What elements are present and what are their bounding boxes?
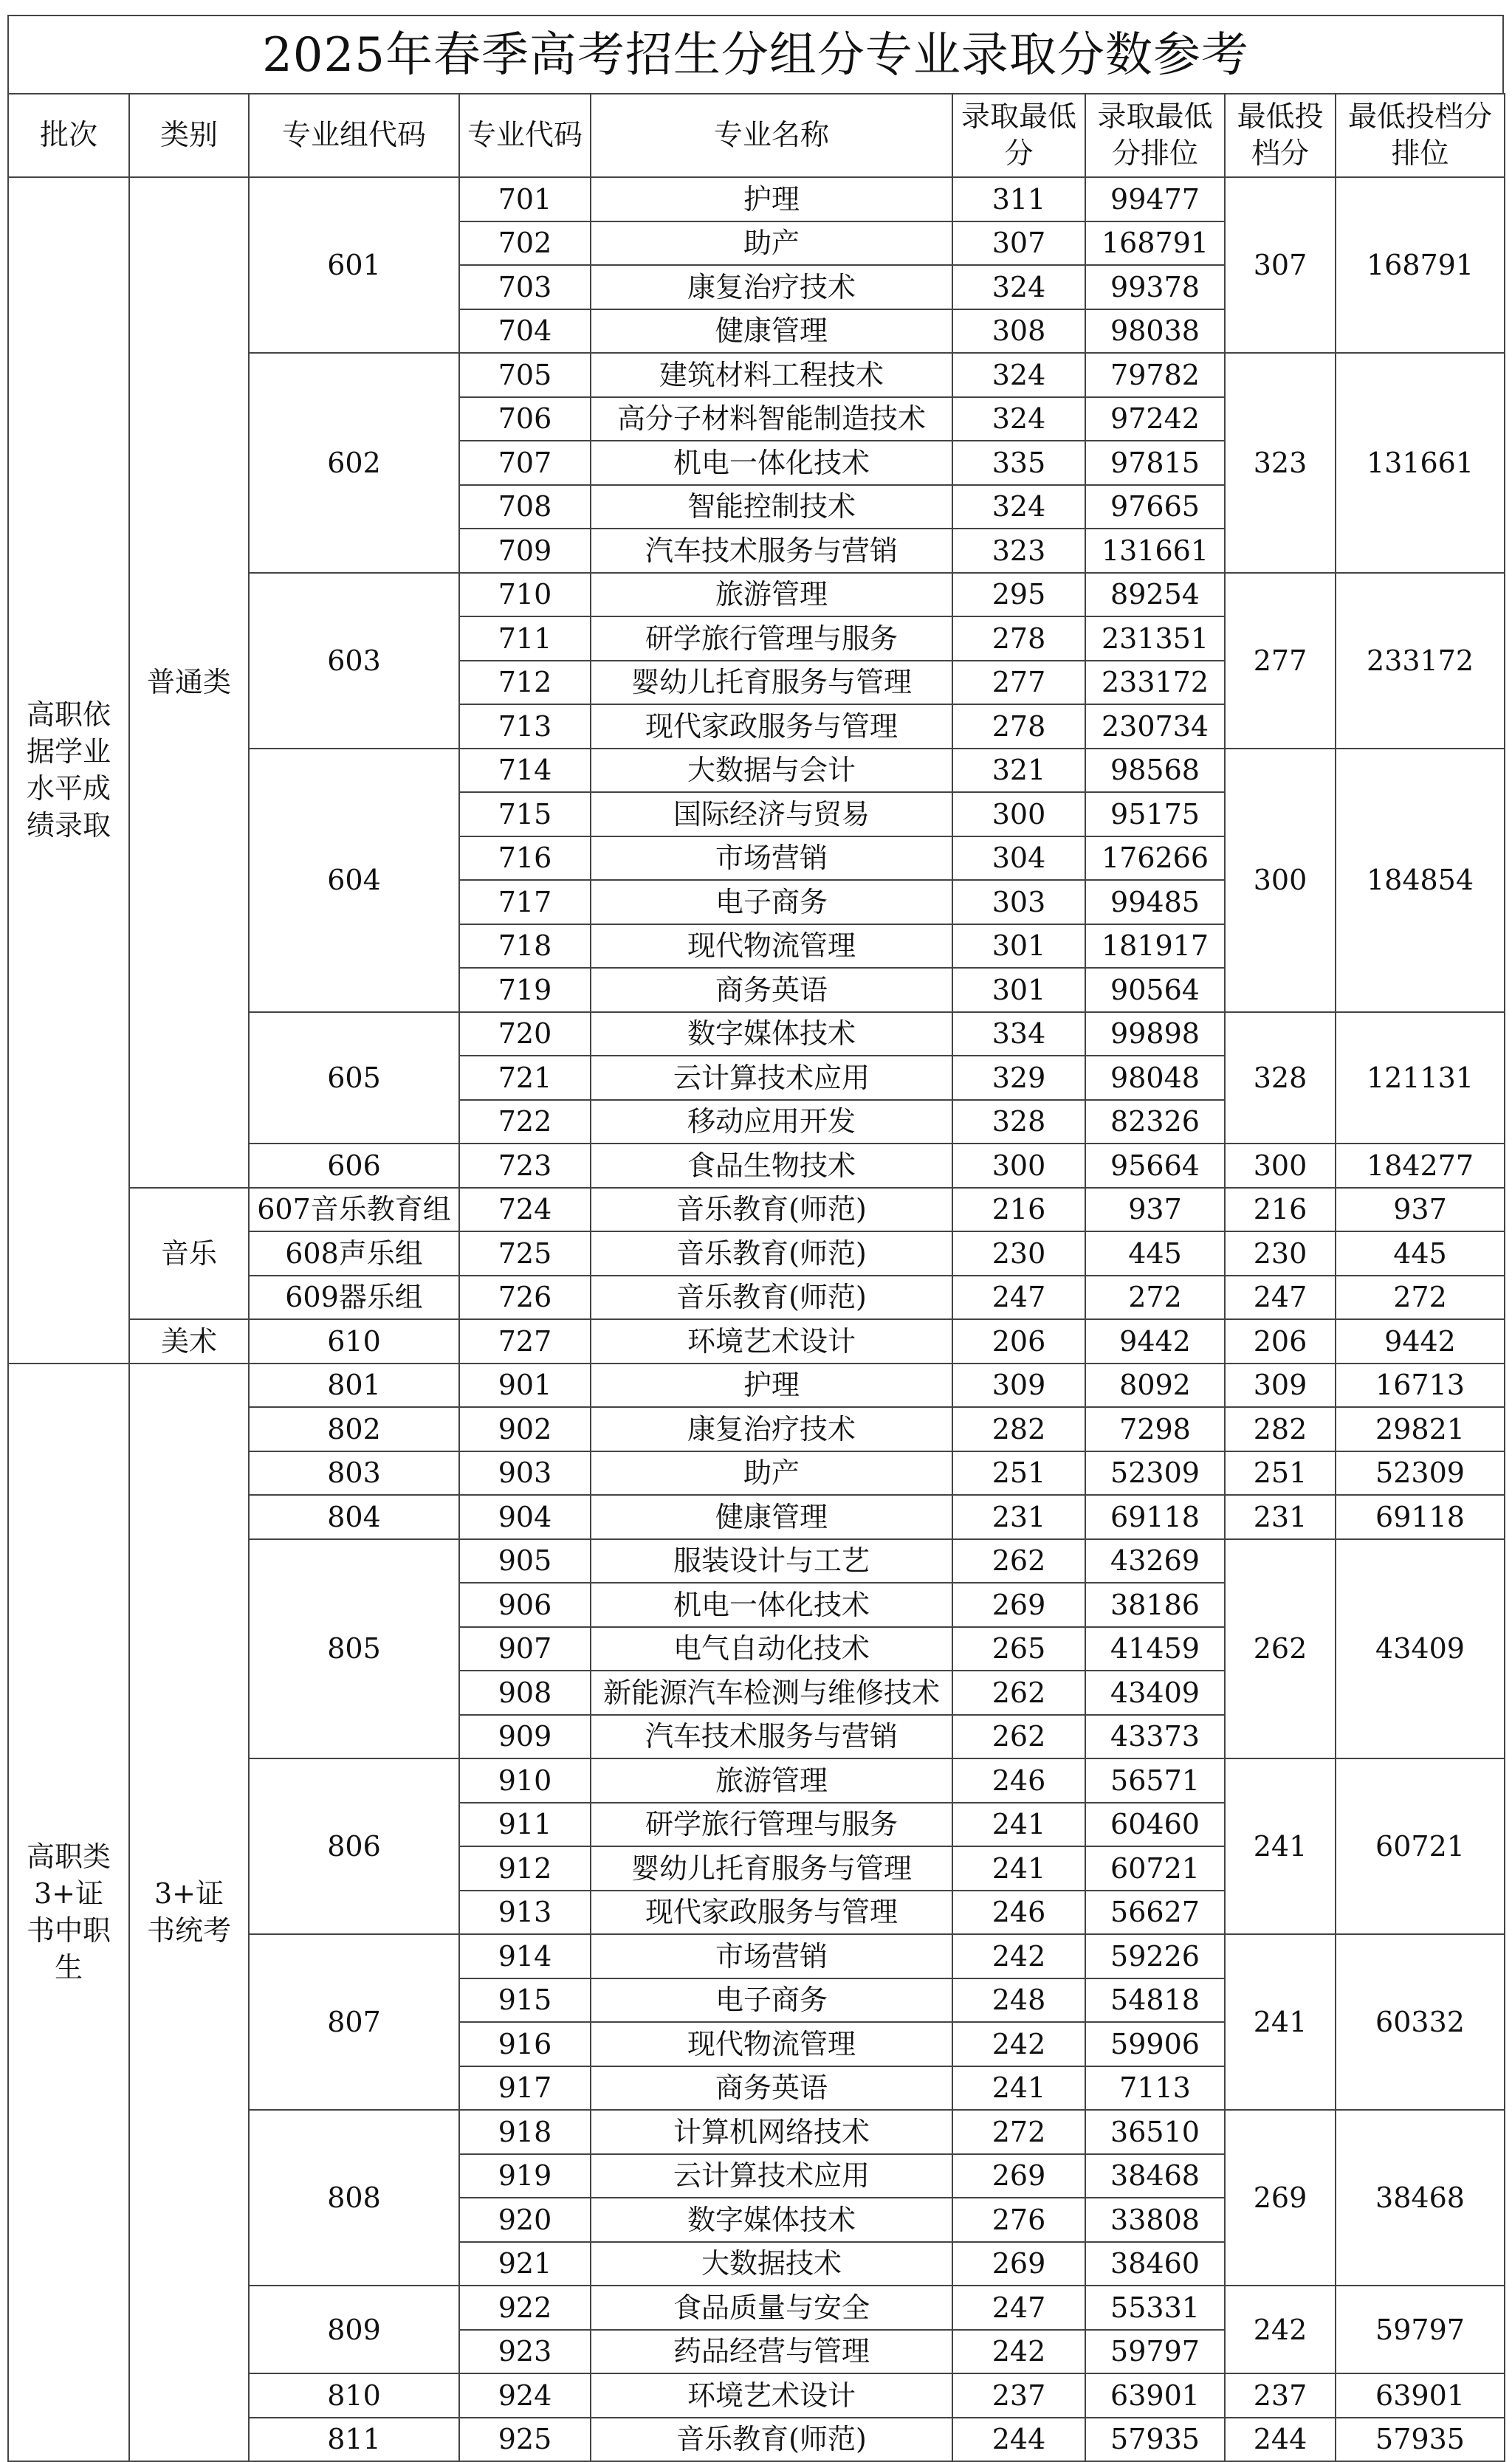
min-score-cell: 278	[952, 616, 1085, 661]
major-code-cell: 725	[459, 1231, 591, 1276]
min-rank-cell: 56571	[1085, 1758, 1225, 1803]
major-name-cell: 汽车技术服务与营销	[591, 529, 952, 573]
major-code-cell: 925	[459, 2418, 591, 2462]
min-rank-cell: 52309	[1085, 1451, 1225, 1496]
major-code-cell: 702	[459, 221, 591, 266]
major-name-cell: 新能源汽车检测与维修技术	[591, 1671, 952, 1715]
min-score-cell: 309	[952, 1364, 1085, 1408]
min-rank-cell: 9442	[1085, 1319, 1225, 1364]
min-rank-cell: 38186	[1085, 1583, 1225, 1627]
major-code-cell: 710	[459, 573, 591, 617]
min-score-cell: 265	[952, 1627, 1085, 1671]
major-code-cell: 721	[459, 1056, 591, 1100]
major-name-cell: 服装设计与工艺	[591, 1539, 952, 1584]
min-score-cell: 321	[952, 749, 1085, 793]
major-name-cell: 数字媒体技术	[591, 1012, 952, 1056]
min-score-cell: 206	[952, 1319, 1085, 1364]
min-file-rank-cell: 184854	[1336, 749, 1505, 1012]
major-code-cell: 724	[459, 1188, 591, 1232]
min-score-cell: 324	[952, 397, 1085, 441]
min-score-cell: 308	[952, 309, 1085, 354]
major-code-cell: 707	[459, 441, 591, 485]
min-rank-cell: 181917	[1085, 924, 1225, 969]
major-name-cell: 建筑材料工程技术	[591, 353, 952, 397]
min-file-rank-cell: 184277	[1336, 1144, 1505, 1188]
min-file-rank-cell: 168791	[1336, 177, 1505, 353]
min-rank-cell: 33808	[1085, 2198, 1225, 2242]
min-file-score-cell: 241	[1225, 1758, 1336, 1934]
major-code-cell: 714	[459, 749, 591, 793]
group-code-cell: 606	[249, 1144, 459, 1188]
major-name-cell: 环境艺术设计	[591, 2373, 952, 2418]
group-code-cell: 610	[249, 1319, 459, 1364]
min-file-score-cell: 251	[1225, 1451, 1336, 1496]
min-score-cell: 241	[952, 2066, 1085, 2111]
major-code-cell: 901	[459, 1364, 591, 1408]
admission-score-table	[7, 93, 1505, 2462]
min-rank-cell: 98048	[1085, 1056, 1225, 1100]
min-rank-cell: 89254	[1085, 573, 1225, 617]
min-rank-cell: 98038	[1085, 309, 1225, 354]
min-score-cell: 269	[952, 1583, 1085, 1627]
min-score-cell: 335	[952, 441, 1085, 485]
min-file-score-cell: 216	[1225, 1188, 1336, 1232]
major-name-cell: 康复治疗技术	[591, 265, 952, 309]
major-code-cell: 905	[459, 1539, 591, 1584]
major-name-cell: 电气自动化技术	[591, 1627, 952, 1671]
min-rank-cell: 60721	[1085, 1846, 1225, 1891]
major-code-cell: 912	[459, 1846, 591, 1891]
min-rank-cell: 79782	[1085, 353, 1225, 397]
header-row	[8, 94, 1505, 177]
min-file-rank-cell: 52309	[1336, 1451, 1505, 1496]
min-rank-cell: 82326	[1085, 1100, 1225, 1144]
major-code-cell: 709	[459, 529, 591, 573]
major-name-cell: 护理	[591, 1364, 952, 1408]
group-code-cell: 607音乐教育组	[249, 1188, 459, 1232]
major-code-cell: 920	[459, 2198, 591, 2242]
min-score-cell: 276	[952, 2198, 1085, 2242]
major-code-cell: 708	[459, 485, 591, 529]
min-rank-cell: 36510	[1085, 2110, 1225, 2154]
major-name-cell: 旅游管理	[591, 1758, 952, 1803]
major-name-cell: 音乐教育(师范)	[591, 2418, 952, 2462]
table-row	[8, 1319, 1505, 1364]
min-rank-cell: 445	[1085, 1231, 1225, 1276]
min-score-cell: 242	[952, 1934, 1085, 1978]
min-rank-cell: 99477	[1085, 177, 1225, 221]
min-rank-cell: 43373	[1085, 1715, 1225, 1759]
major-code-cell: 909	[459, 1715, 591, 1759]
major-name-cell: 电子商务	[591, 880, 952, 924]
min-file-score-cell: 231	[1225, 1495, 1336, 1539]
min-rank-cell: 8092	[1085, 1364, 1225, 1408]
min-rank-cell: 99378	[1085, 265, 1225, 309]
major-code-cell: 723	[459, 1144, 591, 1188]
major-code-cell: 719	[459, 968, 591, 1012]
group-code-cell: 806	[249, 1758, 459, 1934]
min-file-rank-cell: 16713	[1336, 1364, 1505, 1408]
min-rank-cell: 59226	[1085, 1934, 1225, 1978]
header-min-file-rank: 最低投档分排位	[1336, 94, 1505, 177]
major-name-cell: 助产	[591, 221, 952, 266]
group-code-cell: 802	[249, 1407, 459, 1451]
min-score-cell: 311	[952, 177, 1085, 221]
min-rank-cell: 231351	[1085, 616, 1225, 661]
major-code-cell: 713	[459, 704, 591, 749]
min-score-cell: 242	[952, 2022, 1085, 2066]
major-name-cell: 计算机网络技术	[591, 2110, 952, 2154]
min-score-cell: 241	[952, 1846, 1085, 1891]
major-code-cell: 921	[459, 2242, 591, 2286]
table-body	[8, 177, 1505, 2461]
min-score-cell: 262	[952, 1671, 1085, 1715]
major-code-cell: 911	[459, 1803, 591, 1847]
major-code-cell: 919	[459, 2154, 591, 2198]
min-file-rank-cell: 9442	[1336, 1319, 1505, 1364]
min-rank-cell: 41459	[1085, 1627, 1225, 1671]
major-name-cell: 移动应用开发	[591, 1100, 952, 1144]
major-code-cell: 716	[459, 836, 591, 881]
min-score-cell: 272	[952, 2110, 1085, 2154]
group-code-cell: 809	[249, 2286, 459, 2373]
major-name-cell: 药品经营与管理	[591, 2330, 952, 2374]
min-score-cell: 262	[952, 1715, 1085, 1759]
major-name-cell: 旅游管理	[591, 573, 952, 617]
major-code-cell: 910	[459, 1758, 591, 1803]
min-score-cell: 248	[952, 1978, 1085, 2023]
min-file-score-cell: 244	[1225, 2418, 1336, 2462]
min-rank-cell: 38468	[1085, 2154, 1225, 2198]
min-file-rank-cell: 233172	[1336, 573, 1505, 749]
major-name-cell: 云计算技术应用	[591, 2154, 952, 2198]
min-score-cell: 216	[952, 1188, 1085, 1232]
major-code-cell: 711	[459, 616, 591, 661]
group-code-cell: 807	[249, 1934, 459, 2110]
min-rank-cell: 97815	[1085, 441, 1225, 485]
group-code-cell: 810	[249, 2373, 459, 2418]
min-score-cell: 282	[952, 1407, 1085, 1451]
major-code-cell: 704	[459, 309, 591, 354]
min-rank-cell: 176266	[1085, 836, 1225, 881]
min-file-score-cell: 309	[1225, 1364, 1336, 1408]
min-file-score-cell: 282	[1225, 1407, 1336, 1451]
major-name-cell: 市场营销	[591, 1934, 952, 1978]
major-name-cell: 数字媒体技术	[591, 2198, 952, 2242]
major-name-cell: 汽车技术服务与营销	[591, 1715, 952, 1759]
min-rank-cell: 99898	[1085, 1012, 1225, 1056]
major-name-cell: 智能控制技术	[591, 485, 952, 529]
major-name-cell: 大数据与会计	[591, 749, 952, 793]
major-name-cell: 婴幼儿托育服务与管理	[591, 1846, 952, 1891]
major-name-cell: 商务英语	[591, 2066, 952, 2111]
min-file-rank-cell: 121131	[1336, 1012, 1505, 1144]
min-file-rank-cell: 43409	[1336, 1539, 1505, 1759]
min-score-cell: 237	[952, 2373, 1085, 2418]
major-code-cell: 720	[459, 1012, 591, 1056]
major-name-cell: 婴幼儿托育服务与管理	[591, 661, 952, 705]
batch-cell: 高职依据学业水平成绩录取	[8, 177, 129, 1364]
header-group-code: 专业组代码	[249, 94, 459, 177]
min-score-cell: 246	[952, 1758, 1085, 1803]
group-code-cell: 801	[249, 1364, 459, 1408]
major-name-cell: 护理	[591, 177, 952, 221]
min-rank-cell: 97242	[1085, 397, 1225, 441]
min-score-cell: 231	[952, 1495, 1085, 1539]
group-code-cell: 605	[249, 1012, 459, 1144]
major-name-cell: 食品生物技术	[591, 1144, 952, 1188]
min-score-cell: 277	[952, 661, 1085, 705]
page-title: 2025年春季高考招生分组分专业录取分数参考	[7, 15, 1504, 93]
major-code-cell: 903	[459, 1451, 591, 1496]
major-code-cell: 717	[459, 880, 591, 924]
min-score-cell: 300	[952, 792, 1085, 836]
major-name-cell: 商务英语	[591, 968, 952, 1012]
major-name-cell: 现代物流管理	[591, 2022, 952, 2066]
major-code-cell: 705	[459, 353, 591, 397]
major-name-cell: 现代物流管理	[591, 924, 952, 969]
major-name-cell: 研学旅行管理与服务	[591, 1803, 952, 1847]
header-min-score: 录取最低分	[952, 94, 1085, 177]
min-rank-cell: 95664	[1085, 1144, 1225, 1188]
major-code-cell: 924	[459, 2373, 591, 2418]
min-score-cell: 244	[952, 2418, 1085, 2462]
major-code-cell: 908	[459, 1671, 591, 1715]
min-file-score-cell: 206	[1225, 1319, 1336, 1364]
min-rank-cell: 131661	[1085, 529, 1225, 573]
major-code-cell: 913	[459, 1891, 591, 1935]
major-code-cell: 718	[459, 924, 591, 969]
major-name-cell: 食品质量与安全	[591, 2286, 952, 2330]
major-code-cell: 906	[459, 1583, 591, 1627]
major-code-cell: 706	[459, 397, 591, 441]
min-file-rank-cell: 272	[1336, 1276, 1505, 1320]
min-score-cell: 230	[952, 1231, 1085, 1276]
group-code-cell: 804	[249, 1495, 459, 1539]
min-score-cell: 301	[952, 924, 1085, 969]
min-file-rank-cell: 445	[1336, 1231, 1505, 1276]
min-score-cell: 323	[952, 529, 1085, 573]
min-rank-cell: 63901	[1085, 2373, 1225, 2418]
major-name-cell: 机电一体化技术	[591, 1583, 952, 1627]
major-name-cell: 现代家政服务与管理	[591, 1891, 952, 1935]
major-name-cell: 机电一体化技术	[591, 441, 952, 485]
category-cell: 美术	[129, 1319, 249, 1364]
category-cell: 音乐	[129, 1188, 249, 1320]
category-cell: 普通类	[129, 177, 249, 1188]
header-batch: 批次	[8, 94, 129, 177]
min-file-rank-cell: 57935	[1336, 2418, 1505, 2462]
major-name-cell: 音乐教育(师范)	[591, 1276, 952, 1320]
min-score-cell: 262	[952, 1539, 1085, 1584]
group-code-cell: 602	[249, 353, 459, 573]
min-file-score-cell: 269	[1225, 2110, 1336, 2286]
major-name-cell: 高分子材料智能制造技术	[591, 397, 952, 441]
min-rank-cell: 38460	[1085, 2242, 1225, 2286]
min-file-score-cell: 300	[1225, 749, 1336, 1012]
min-rank-cell: 7113	[1085, 2066, 1225, 2111]
min-score-cell: 295	[952, 573, 1085, 617]
major-code-cell: 902	[459, 1407, 591, 1451]
min-score-cell: 269	[952, 2154, 1085, 2198]
major-name-cell: 国际经济与贸易	[591, 792, 952, 836]
min-rank-cell: 59797	[1085, 2330, 1225, 2374]
min-score-cell: 303	[952, 880, 1085, 924]
min-rank-cell: 54818	[1085, 1978, 1225, 2023]
table-row	[8, 1188, 1505, 1232]
major-name-cell: 市场营销	[591, 836, 952, 881]
min-file-score-cell: 328	[1225, 1012, 1336, 1144]
min-score-cell: 301	[952, 968, 1085, 1012]
group-code-cell: 608声乐组	[249, 1231, 459, 1276]
min-rank-cell: 69118	[1085, 1495, 1225, 1539]
min-rank-cell: 168791	[1085, 221, 1225, 266]
min-score-cell: 324	[952, 265, 1085, 309]
major-code-cell: 715	[459, 792, 591, 836]
min-file-score-cell: 230	[1225, 1231, 1336, 1276]
min-score-cell: 328	[952, 1100, 1085, 1144]
min-file-rank-cell: 131661	[1336, 353, 1505, 573]
min-score-cell: 242	[952, 2330, 1085, 2374]
header-min-file-score: 最低投档分	[1225, 94, 1336, 177]
min-file-rank-cell: 937	[1336, 1188, 1505, 1232]
min-file-score-cell: 300	[1225, 1144, 1336, 1188]
major-code-cell: 726	[459, 1276, 591, 1320]
major-code-cell: 904	[459, 1495, 591, 1539]
min-score-cell: 324	[952, 353, 1085, 397]
min-rank-cell: 43269	[1085, 1539, 1225, 1584]
min-file-score-cell: 237	[1225, 2373, 1336, 2418]
major-code-cell: 915	[459, 1978, 591, 2023]
major-code-cell: 923	[459, 2330, 591, 2374]
min-file-score-cell: 247	[1225, 1276, 1336, 1320]
min-rank-cell: 233172	[1085, 661, 1225, 705]
batch-cell: 高职类3+证书中职生	[8, 1364, 129, 2462]
min-score-cell: 307	[952, 221, 1085, 266]
header-min-rank: 录取最低分排位	[1085, 94, 1225, 177]
table-row	[8, 1364, 1505, 1408]
min-file-score-cell: 277	[1225, 573, 1336, 749]
category-cell: 3+证书统考	[129, 1364, 249, 2462]
group-code-cell: 609器乐组	[249, 1276, 459, 1320]
major-name-cell: 电子商务	[591, 1978, 952, 2023]
major-name-cell: 健康管理	[591, 309, 952, 354]
major-name-cell: 康复治疗技术	[591, 1407, 952, 1451]
min-rank-cell: 937	[1085, 1188, 1225, 1232]
min-score-cell: 300	[952, 1144, 1085, 1188]
major-name-cell: 健康管理	[591, 1495, 952, 1539]
major-code-cell: 727	[459, 1319, 591, 1364]
major-name-cell: 助产	[591, 1451, 952, 1496]
min-score-cell: 247	[952, 1276, 1085, 1320]
min-file-score-cell: 323	[1225, 353, 1336, 573]
major-name-cell: 环境艺术设计	[591, 1319, 952, 1364]
major-name-cell: 云计算技术应用	[591, 1056, 952, 1100]
group-code-cell: 805	[249, 1539, 459, 1759]
major-name-cell: 现代家政服务与管理	[591, 704, 952, 749]
min-score-cell: 246	[952, 1891, 1085, 1935]
major-code-cell: 907	[459, 1627, 591, 1671]
header-major-name: 专业名称	[591, 94, 952, 177]
group-code-cell: 808	[249, 2110, 459, 2286]
min-file-rank-cell: 60721	[1336, 1758, 1505, 1934]
major-code-cell: 703	[459, 265, 591, 309]
min-score-cell: 241	[952, 1803, 1085, 1847]
min-rank-cell: 43409	[1085, 1671, 1225, 1715]
min-score-cell: 324	[952, 485, 1085, 529]
min-score-cell: 251	[952, 1451, 1085, 1496]
min-file-rank-cell: 38468	[1336, 2110, 1505, 2286]
min-file-score-cell: 242	[1225, 2286, 1336, 2373]
min-rank-cell: 7298	[1085, 1407, 1225, 1451]
min-score-cell: 278	[952, 704, 1085, 749]
min-rank-cell: 60460	[1085, 1803, 1225, 1847]
min-rank-cell: 99485	[1085, 880, 1225, 924]
group-code-cell: 601	[249, 177, 459, 353]
min-rank-cell: 55331	[1085, 2286, 1225, 2330]
major-code-cell: 914	[459, 1934, 591, 1978]
min-rank-cell: 95175	[1085, 792, 1225, 836]
score-document	[7, 15, 1504, 2462]
min-file-rank-cell: 63901	[1336, 2373, 1505, 2418]
min-file-rank-cell: 69118	[1336, 1495, 1505, 1539]
major-name-cell: 音乐教育(师范)	[591, 1188, 952, 1232]
min-rank-cell: 230734	[1085, 704, 1225, 749]
major-code-cell: 701	[459, 177, 591, 221]
group-code-cell: 604	[249, 749, 459, 1012]
min-rank-cell: 97665	[1085, 485, 1225, 529]
major-code-cell: 922	[459, 2286, 591, 2330]
min-score-cell: 304	[952, 836, 1085, 881]
major-name-cell: 大数据技术	[591, 2242, 952, 2286]
min-rank-cell: 90564	[1085, 968, 1225, 1012]
major-code-cell: 722	[459, 1100, 591, 1144]
min-file-rank-cell: 29821	[1336, 1407, 1505, 1451]
major-code-cell: 712	[459, 661, 591, 705]
min-score-cell: 269	[952, 2242, 1085, 2286]
min-score-cell: 247	[952, 2286, 1085, 2330]
min-file-rank-cell: 59797	[1336, 2286, 1505, 2373]
min-file-score-cell: 241	[1225, 1934, 1336, 2110]
header-category: 类别	[129, 94, 249, 177]
group-code-cell: 803	[249, 1451, 459, 1496]
min-rank-cell: 98568	[1085, 749, 1225, 793]
min-rank-cell: 57935	[1085, 2418, 1225, 2462]
header-major-code: 专业代码	[459, 94, 591, 177]
min-score-cell: 334	[952, 1012, 1085, 1056]
min-file-rank-cell: 60332	[1336, 1934, 1505, 2110]
group-code-cell: 811	[249, 2418, 459, 2462]
major-code-cell: 917	[459, 2066, 591, 2111]
min-rank-cell: 56627	[1085, 1891, 1225, 1935]
min-rank-cell: 272	[1085, 1276, 1225, 1320]
major-name-cell: 音乐教育(师范)	[591, 1231, 952, 1276]
table-row	[8, 177, 1505, 221]
group-code-cell: 603	[249, 573, 459, 749]
min-file-score-cell: 307	[1225, 177, 1336, 353]
min-rank-cell: 59906	[1085, 2022, 1225, 2066]
min-file-score-cell: 262	[1225, 1539, 1336, 1759]
major-code-cell: 916	[459, 2022, 591, 2066]
major-name-cell: 研学旅行管理与服务	[591, 616, 952, 661]
major-code-cell: 918	[459, 2110, 591, 2154]
min-score-cell: 329	[952, 1056, 1085, 1100]
